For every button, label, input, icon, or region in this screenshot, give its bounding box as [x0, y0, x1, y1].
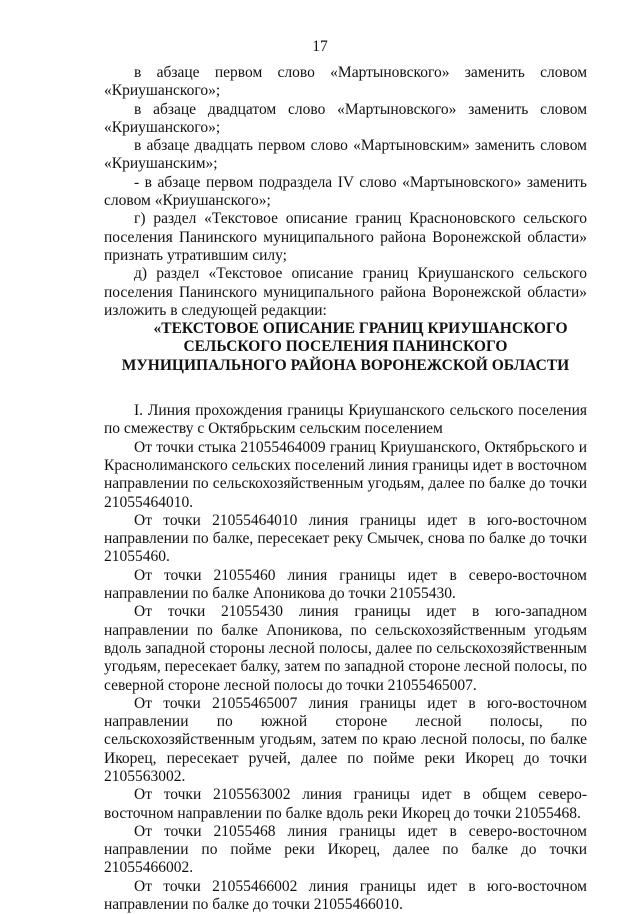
- amendment-paragraph: г) раздел «Текстовое описание границ Красноновского сельского поселения Панинского муниципального района Воронежской области» признать утратившим силу;: [104, 210, 587, 264]
- boundary-paragraph: От точки 21055466002 линия границы идет в юго-восточном направлении по балке до точки 21055466010.: [104, 877, 587, 914]
- page-number: 17: [312, 38, 328, 55]
- boundary-paragraph: От точки 21055465007 линия границы идет в юго-восточном направлении по южной стороне лесной полосы, по сельскохозяйственным угодьям, затем по краю лесной полосы, по балке Икорец, пересекает ручей, далее по пойме реки Икорец до точки 2105563002.: [104, 694, 587, 785]
- section-heading: «ТЕКСТОВОЕ ОПИСАНИЕ ГРАНИЦ КРИУШАНСКОГО СЕЛЬСКОГО ПОСЕЛЕНИЯ ПАНИНСКОГО МУНИЦИПАЛЬНОГО РАЙОНА ВОРОНЕЖСКОЙ ОБЛАСТИ: [121, 320, 570, 374]
- boundary-paragraph: От точки стыка 21055464009 границ Криушанского, Октябрьского и Краснолиманского сельских поселений линия границы идет в восточном направлении по сельскохозяйственным угодьям, далее по балке до точки 21055464010.: [104, 438, 587, 511]
- boundary-paragraph: От точки 21055430 линия границы идет в юго-западном направлении по балке Апоникова, по сельскохозяйственным угодьям вдоль западной стороны лесной полосы, далее по сельскохозяйственным угодьям, пересекает балку, затем по западной стороне лесной полосы, по северной стороне лесной полосы до точки 21055465007.: [104, 603, 587, 694]
- amendment-paragraph: в абзаце первом слово «Мартыновского» заменить словом «Криушанского»;: [104, 64, 587, 100]
- subsection-title: I. Линия прохождения границы Криушанского сельского поселения по смежеству с Октябрьским сельским поселением: [104, 402, 587, 438]
- boundary-paragraph: От точки 21055460 линия границы идет в северо-восточном направлении по балке Апоникова до точки 21055430.: [104, 566, 587, 603]
- boundary-paragraph: От точки 21055468 линия границы идет в северо-восточном направлении по пойме реки Икорец, далее по балке до точки 21055466002.: [104, 822, 587, 877]
- document-body: [104, 64, 587, 914]
- boundary-paragraph: От точки 21055464010 линия границы идет в юго-восточном направлении по балке, пересекает реку Смычек, снова по балке до точки 21055460.: [104, 511, 587, 566]
- amendment-paragraph: в абзаце двадцатом слово «Мартыновского» заменить словом «Криушанского»;: [104, 100, 587, 136]
- boundary-paragraph: От точки 2105563002 линия границы идет в общем северо-восточном направлении по балке вдоль реки Икорец до точки 21055468.: [104, 786, 587, 822]
- amendment-paragraph: в абзаце двадцать первом слово «Мартыновским» заменить словом «Криушанским»;: [104, 137, 587, 173]
- amendment-paragraph: - в абзаце первом подраздела IV слово «Мартыновского» заменить словом «Криушанского»;: [104, 173, 587, 210]
- amendment-paragraph: д) раздел «Текстовое описание границ Криушанского сельского поселения Панинского муниципального района Воронежской области» изложить в следующей редакции:: [104, 265, 587, 319]
